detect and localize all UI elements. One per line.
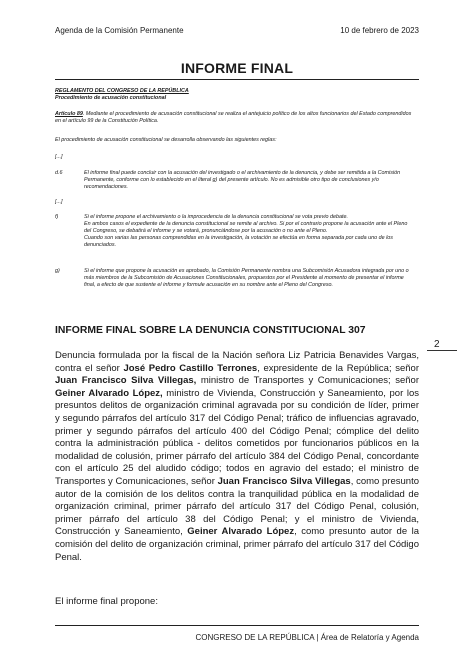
name-alvarado-2: Geiner Alvarado López [187, 526, 295, 538]
article-text: . Mediante el procedimiento de acusación constitucional se realiza el antejuicio político de los altos funcionarios del Estado comprendidos en el artículo 99 de la Constitución Política. [55, 111, 412, 125]
name-silva-2: Juan Francisco Silva Villegas [217, 475, 351, 487]
body-text-1: Denuncia formulada por la fiscal de la Nación señora Liz Patricia Benavides Vargas, contra el señor [55, 350, 419, 374]
footer-divider [55, 625, 419, 626]
rule-g-text: Si el informe que propone la acusación es aprobado, la Comisión Permanente nombra una Subcomisión Acusadora integrada por uno o más miembros de la Subcomisión de Acusaciones Constitucionales, propuestos por el Presidente al momento de presentar el informe final, a efecto de que sustente el informe y formule acusación en su nombre ante el Pleno del Congreso. [84, 268, 409, 289]
regulation-intro: El procedimiento de acusación constitucional se desarrolla observando las siguientes reglas: [55, 137, 277, 143]
article-89-paragraph [55, 111, 416, 125]
rule-f-letter: f) [55, 214, 59, 220]
header-left: Agenda de la Comisión Permanente [55, 26, 184, 35]
body-text-5: , como presunto autor de la comisión de los delitos contra la tranquilidad pública en la modalidad de organización criminal, primer párrafo del artículo 317 del Código Penal, colusión, primer párrafo del artículo 38 del Código Penal; y el ministro de Vivienda, Construcción y Saneamiento, [55, 475, 419, 538]
body-text-3: ministro de Transportes y Comunicaciones; señor [196, 375, 419, 387]
body-text-6: , como presunto autor de la comisión del delito de organización criminal, primer párrafo del artículo 317 del Código Penal. [55, 526, 420, 563]
name-castillo: José Pedro Castillo Terrones [123, 362, 258, 374]
article-label: Artículo 89 [55, 111, 83, 117]
ellipsis-1: [...] [55, 154, 63, 160]
rule-g-letter: g) [55, 268, 60, 274]
rule-f-text-1: Si el informe propone el archivamiento o la improcedencia de la denuncia constitucional se vota previo debate. [84, 214, 348, 220]
regulation-title: REGLAMENTO DEL CONGRESO DE LA REPÚBLICA [55, 88, 189, 94]
rule-d6-letter: d.6 [55, 170, 63, 176]
title-divider [55, 79, 419, 80]
page-number-rule [427, 350, 457, 351]
page-number: 2 [434, 339, 440, 350]
rule-d6-text: El informe final puede concluir con la acusación del investigado o el archivamiento de la denuncia, y debe ser remitida a la Comisión Permanente, conforme con lo establecido en el literal g) del presente artículo. No es admisible otro tipo de conclusiones y/o recomendaciones. [84, 170, 401, 191]
rule-f-text-2: En ambos casos el expediente de la denuncia constitucional se remite al archivo. Si por el contrario propone la acusación ante el Pleno del Congreso, se debatirá el informe y se votará, pronunciándose por la acusación o no ante el Pleno. [84, 221, 408, 235]
rule-f-text-3: Cuando son varias las personas comprendidas en la investigación, la votación se efectúa en forma separada por cada uno de los denunciados. [84, 235, 393, 249]
page-title: INFORME FINAL [180, 60, 294, 76]
ellipsis-2: [...] [55, 199, 63, 205]
section-title: INFORME FINAL SOBRE LA DENUNCIA CONSTITUCIONAL 307 [55, 325, 366, 336]
name-alvarado: Geiner Alvarado López, [55, 387, 163, 399]
footer-text: CONGRESO DE LA REPÚBLICA | Área de Relatoría y Agenda [195, 633, 419, 642]
body-text-4: ministro de Vivienda, Construcción y Saneamiento, por los presuntos delitos de organización criminal agravada por su condición de líder, primer y segundo párrafos del artículo 317 del Código Penal; tráfico de influencias agravado, primer y segundo párrafos del artículo 400 del Código Penal; cómplice del delito contra la administración pública - delitos cometidos por funcionarios públicos en la modalidad de colusión, primer párrafo del artículo 384 del Código Penal, concordante con el artículo 25 del aludido código; todos en agravio del estado; el ministro de Transportes y Comunicaciones, señor [55, 387, 419, 487]
body-text-2: , expresidente de la República; señor [257, 362, 419, 374]
rule-f-body [84, 214, 416, 249]
name-silva: Juan Francisco Silva Villegas, [55, 375, 197, 387]
complaint-paragraph [55, 350, 419, 564]
proposal-intro: El informe final propone: [55, 596, 158, 607]
regulation-subtitle: Procedimiento de acusación constitucional [55, 95, 167, 101]
header-date: 10 de febrero de 2023 [340, 26, 419, 35]
